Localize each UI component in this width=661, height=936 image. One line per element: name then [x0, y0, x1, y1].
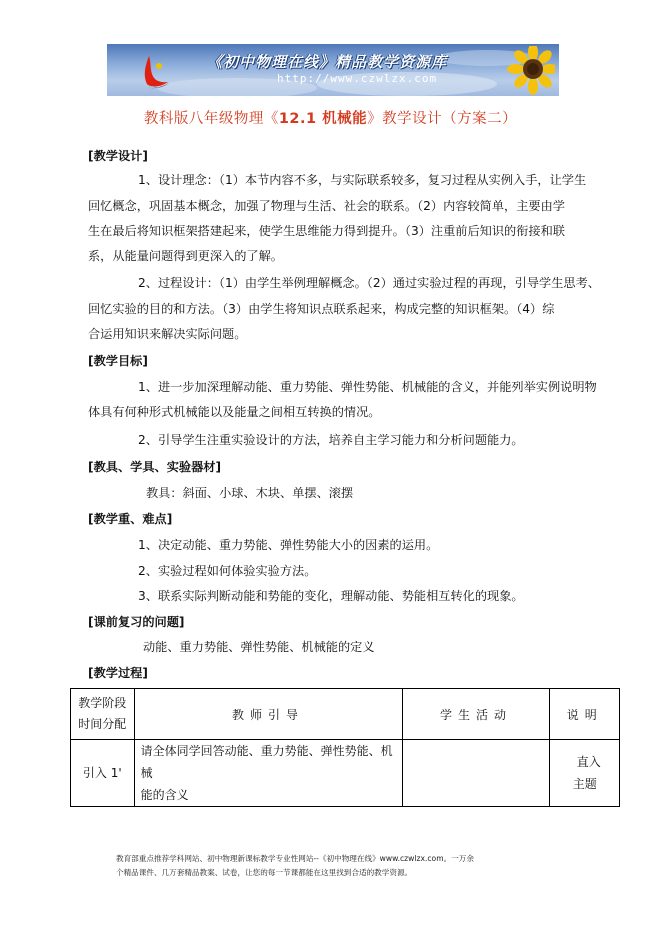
paragraph-line: 回忆概念，巩固基本概念，加强了物理与生活、社会的联系。（2）内容较简单，主要由学: [88, 199, 565, 213]
sunflower-icon: [495, 46, 555, 96]
process-table: [70, 688, 620, 807]
footer-line2: 个精品课件、几万套精品教案、试卷，让您的每一节课都能在这里找到合适的教学资源。: [116, 868, 413, 877]
row-note-line2: 主题: [572, 777, 597, 791]
paragraph-line: 系，从能量问题得到更深入的了解。: [88, 249, 283, 263]
list-item: 3、联系实际判断动能和势能的变化，理解动能、势能相互转化的现象。: [138, 589, 524, 603]
row-stage-cell: [71, 740, 135, 807]
row-teacher-line2: 能的含义: [140, 788, 189, 802]
header-cell-note: [550, 689, 620, 740]
header-stage-line2: 时间分配: [78, 717, 127, 731]
header-cell-student: [402, 689, 550, 740]
section-heading-tools: [教具、学具、实验器材]: [88, 460, 222, 474]
paragraph-line: 体具有何种形式机械能以及能量之间相互转换的情况。: [88, 405, 381, 419]
section-heading-keys: [教学重、难点]: [88, 512, 173, 526]
list-item: 2、实验过程如何体验实验方法。: [138, 564, 317, 578]
row-teacher-cell: [134, 740, 402, 807]
section-heading-goals: [教学目标]: [88, 354, 148, 368]
paragraph-line: 1、进一步加深理解动能、重力势能、弹性势能、机械能的含义，并能列举实例说明物: [138, 380, 597, 394]
banner-url: http://www.czwlzx.com: [277, 72, 438, 85]
header-cell-stage: [71, 689, 135, 740]
paragraph-line: 2、引导学生注重实验设计的方法，培养自主学习能力和分析问题能力。: [138, 433, 524, 447]
header-teacher-label: 教师引导: [232, 707, 305, 722]
section-heading-design: [教学设计]: [88, 149, 148, 163]
paragraph-line: 合运用知识来解决实际问题。: [88, 327, 247, 341]
document-title-suffix: 》教学设计（方案二）: [367, 111, 518, 127]
document-title: [0, 107, 661, 128]
paragraph-line: 回忆实验的目的和方法。（3）由学生将知识点联系起来，构成完整的知识框架。（4）综: [88, 302, 555, 316]
section-heading-review: [课前复习的问题]: [88, 615, 185, 629]
list-item: 1、决定动能、重力势能、弹性势能大小的因素的运用。: [138, 538, 439, 552]
row-stage: 引入 1': [82, 765, 122, 780]
row-teacher-line1: 请全体同学回答动能、重力势能、弹性势能、机械: [140, 744, 393, 780]
table-header-row: [71, 689, 620, 740]
review-text: 动能、重力势能、弹性势能、机械能的定义: [143, 640, 375, 654]
table-row: [71, 740, 620, 807]
row-note-line1: 直入: [576, 755, 601, 769]
row-student-cell: [402, 740, 550, 807]
footer-line1: 教育部重点推荐学科网站、初中物理新课标教学专业性网站--《初中物理在线》www.czwlzx.com。一万余: [116, 854, 474, 863]
header-student-label: 学生活动: [439, 707, 512, 722]
tools-text: 教具：斜面、小球、木块、单摆、滚摆: [146, 486, 354, 500]
paragraph-line: 2、过程设计：（1）由学生举例理解概念。（2）通过实验过程的再现，引导学生思考、: [138, 276, 600, 290]
document-title-bold: 12.1 机械能: [278, 111, 368, 127]
paragraph-line: 生在最后将知识框架搭建起来，使学生思维能力得到提升。（3）注重前后知识的衔接和联: [88, 224, 565, 238]
paragraph-line: 1、设计理念：（1）本节内容不多，与实际联系较多，复习过程从实例入手，让学生: [138, 173, 587, 187]
site-logo-icon: [135, 52, 173, 90]
banner-title: 《初中物理在线》精品教学资源库: [207, 53, 448, 71]
header-stage-line1: 教学阶段: [78, 696, 127, 710]
page-footer: [116, 852, 556, 880]
header-cell-teacher: [134, 689, 402, 740]
section-heading-process: [教学过程]: [88, 666, 148, 680]
row-note-cell: [550, 740, 620, 807]
document-title-prefix: 教科版八年级物理《: [143, 111, 279, 127]
header-note-label: 说明: [566, 707, 603, 722]
header-banner: [107, 44, 559, 96]
